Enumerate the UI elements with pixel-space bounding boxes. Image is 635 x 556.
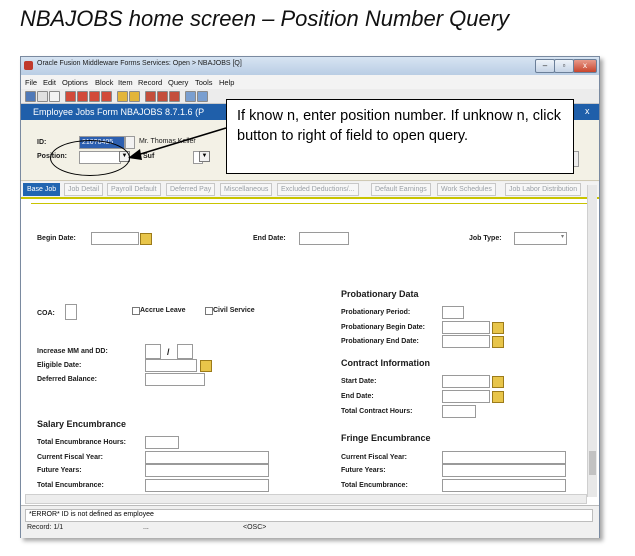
osc-indicator: <OSC> [243, 524, 267, 531]
contract-start-label: Start Date: [341, 378, 377, 385]
delete-record-icon[interactable] [157, 91, 168, 102]
position-label: Position: [37, 153, 67, 160]
next-record-icon[interactable] [89, 91, 100, 102]
probationary-period-input[interactable] [442, 306, 464, 319]
salary-total-encumbrance-label: Total Encumbrance: [37, 482, 104, 489]
callout-box [226, 99, 574, 174]
contract-end-calendar-icon[interactable] [492, 391, 504, 403]
message-line [25, 509, 593, 522]
suffix-query-button[interactable]: ▼ [199, 151, 210, 162]
tab-job-detail[interactable]: Job Detail [64, 183, 103, 196]
tab-work-schedules[interactable]: Work Schedules [437, 183, 496, 196]
window-title: Oracle Fusion Middleware Forms Services: Open > NBAJOBS [Q] [37, 60, 242, 67]
coa-input[interactable] [65, 304, 77, 320]
minimize-button[interactable]: – [535, 59, 555, 73]
employee-name: Mr. Thomas Keller [139, 138, 196, 145]
tab-job-labor-distribution[interactable]: Job Labor Distribution [505, 183, 581, 196]
date-separator: / [167, 347, 170, 357]
status-dots: ... [143, 524, 149, 531]
divider [31, 203, 587, 204]
contract-end-input[interactable] [442, 390, 490, 403]
end-date-label: End Date: [253, 235, 286, 242]
fringe-encumbrance-title: Fringe Encumbrance [341, 433, 431, 443]
menu-query[interactable]: Query [168, 78, 189, 87]
id-field[interactable]: 210?0405 [79, 136, 125, 149]
rollback-icon[interactable] [37, 91, 48, 102]
position-query-button[interactable]: ▼ [119, 151, 130, 162]
salary-future-years-label: Future Years: [37, 467, 82, 474]
suffix-label: Suf [143, 153, 155, 160]
menu-block[interactable]: Block [95, 78, 114, 87]
tab-miscellaneous[interactable]: Miscellaneous [220, 183, 272, 196]
civil-service-checkbox[interactable] [205, 307, 213, 315]
scrollbar-thumb[interactable] [589, 451, 596, 475]
menu-file[interactable]: File [25, 78, 38, 87]
menu-options[interactable]: Options [62, 78, 88, 87]
horizontal-scrollbar[interactable] [25, 494, 587, 504]
job-type-label: Job Type: [469, 235, 502, 242]
coa-label: COA: [37, 310, 55, 317]
tab-strip [21, 182, 599, 197]
previous-record-icon[interactable] [77, 91, 88, 102]
menu-help[interactable]: Help [219, 78, 235, 87]
error-message: *ERROR* ID is not defined as employee [29, 511, 154, 518]
fringe-future-years-label: Future Years: [341, 467, 386, 474]
increase-mm-input[interactable] [145, 344, 161, 359]
fringe-future-years-input[interactable] [442, 464, 566, 477]
contract-end-label: End Date: [341, 393, 374, 400]
begin-date-label: Begin Date: [37, 235, 76, 242]
probationary-period-label: Probationary Period: [341, 309, 411, 316]
last-record-icon[interactable] [101, 91, 112, 102]
fringe-total-encumbrance-input[interactable] [442, 479, 566, 492]
salary-current-fiscal-input[interactable] [145, 451, 269, 464]
probationary-end-input[interactable] [442, 335, 490, 348]
close-window-button[interactable]: x [573, 59, 597, 73]
fringe-total-encumbrance-label: Total Encumbrance: [341, 482, 408, 489]
callout-arrow [120, 120, 230, 170]
probationary-title: Probationary Data [341, 289, 419, 299]
fringe-current-fiscal-label: Current Fiscal Year: [341, 454, 408, 461]
contract-start-calendar-icon[interactable] [492, 376, 504, 388]
contract-total-hours-input[interactable] [442, 405, 476, 418]
contract-total-hours-label: Total Contract Hours: [341, 408, 413, 415]
probationary-end-label: Probationary End Date: [341, 338, 419, 345]
salary-future-years-input[interactable] [145, 464, 269, 477]
begin-date-input[interactable] [91, 232, 139, 245]
chevron-down-icon: ▾ [560, 234, 564, 240]
eligible-date-input[interactable] [145, 359, 197, 372]
maximize-button[interactable]: ▫ [554, 59, 574, 73]
increase-mm-dd-label: Increase MM and DD: [37, 348, 108, 355]
fringe-current-fiscal-input[interactable] [442, 451, 566, 464]
enter-query-icon[interactable] [117, 91, 128, 102]
menu-item[interactable]: Item [118, 78, 133, 87]
probationary-begin-calendar-icon[interactable] [492, 322, 504, 334]
total-encumbrance-hours-label: Total Encumbrance Hours: [37, 439, 126, 446]
base-job-panel [21, 197, 599, 507]
menu-edit[interactable]: Edit [43, 78, 56, 87]
eligible-date-label: Eligible Date: [37, 362, 82, 369]
begin-date-calendar-icon[interactable] [140, 233, 152, 245]
form-title: Employee Jobs Form NBAJOBS 8.7.1.6 (P [33, 107, 205, 117]
menu-record[interactable]: Record [138, 78, 163, 87]
slide-title: NBAJOBS home screen – Position Number Query [20, 6, 510, 31]
accrue-leave-label: Accrue Leave [140, 307, 186, 314]
window-titlebar [21, 57, 599, 75]
deferred-balance-label: Deferred Balance: [37, 376, 97, 383]
salary-encumbrance-title: Salary Encumbrance [37, 419, 127, 429]
help-icon[interactable] [185, 91, 196, 102]
contract-start-input[interactable] [442, 375, 490, 388]
contract-title: Contract Information [341, 358, 430, 368]
salary-current-fiscal-label: Current Fiscal Year: [37, 454, 104, 461]
tab-deferred-pay[interactable]: Deferred Pay [166, 183, 215, 196]
tab-default-earnings[interactable]: Default Earnings [371, 183, 431, 196]
probationary-begin-label: Probationary Begin Date: [341, 324, 426, 331]
probationary-begin-input[interactable] [442, 321, 490, 334]
clear-record-icon[interactable] [169, 91, 180, 102]
job-type-select[interactable] [514, 232, 567, 245]
total-encumbrance-hours-input[interactable] [145, 436, 179, 449]
end-date-input[interactable] [299, 232, 349, 245]
probationary-end-calendar-icon[interactable] [492, 336, 504, 348]
exit-icon[interactable] [197, 91, 208, 102]
menu-bar [21, 75, 599, 89]
save-icon[interactable] [25, 91, 36, 102]
callout-text: If know n, enter position number. If unknow n, click button to right of field to open query. [237, 108, 561, 144]
first-record-icon[interactable] [65, 91, 76, 102]
civil-service-label: Civil Service [213, 307, 255, 314]
increase-dd-input[interactable] [177, 344, 193, 359]
eligible-date-calendar-icon[interactable] [200, 360, 212, 372]
accrue-leave-checkbox[interactable] [132, 307, 140, 315]
deferred-balance-input[interactable] [145, 373, 205, 386]
id-label: ID: [37, 139, 47, 146]
insert-record-icon[interactable] [145, 91, 156, 102]
tab-base-job[interactable]: Base Job [23, 183, 60, 196]
tab-excluded-deductions[interactable]: Excluded Deductions/... [277, 183, 359, 196]
tab-payroll-default[interactable]: Payroll Default [107, 183, 161, 196]
oracle-app-icon [24, 61, 33, 70]
record-indicator: Record: 1/1 [27, 524, 64, 531]
salary-total-encumbrance-input[interactable] [145, 479, 269, 492]
vertical-scrollbar[interactable] [587, 185, 597, 497]
form-close-icon[interactable]: x [585, 106, 590, 116]
status-bar [21, 505, 599, 538]
execute-query-icon[interactable] [129, 91, 140, 102]
print-icon[interactable] [49, 91, 60, 102]
menu-tools[interactable]: Tools [195, 78, 213, 87]
position-field-highlight [50, 140, 130, 176]
